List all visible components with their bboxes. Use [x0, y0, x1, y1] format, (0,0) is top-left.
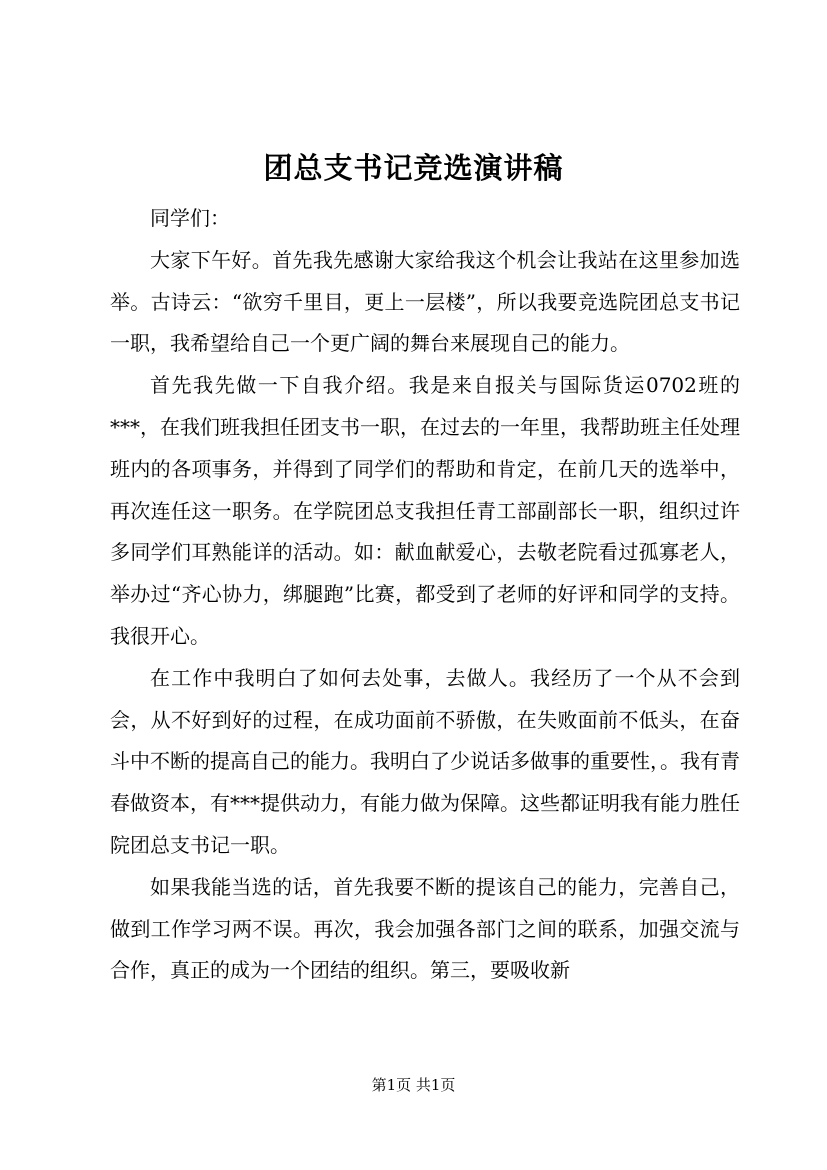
paragraph-1: 大家下午好。首先我先感谢大家给我这个机会让我站在这里参加选举。古诗云：“欲穷千里目，更上一层楼”，所以我要竞选院团总支书记一职，我希望给自己一个更广阔的舞台来展现自己的能力。 — [110, 247, 740, 356]
paragraph-2: 首先我先做一下自我介绍。我是来自报关与国际货运0702班的***，在我们班我担任团支书一职，在过去的一年里，我帮助班主任处理班内的各项事务，并得到了同学们的帮助和肯定，在前几天的选举中，再次连任这一职务。在学院团总支我担任青工部副部长一职，组织过许多同学们耳熟能详的活动。如：献血献爱心，去敬老院看过孤寡老人，举办过“齐心协力，绑腿跑”比赛，都受到了老师的好评和同学的支持。我很开心。 — [110, 373, 740, 648]
document-title: 团总支书记竞选演讲稿 — [263, 151, 564, 185]
document-body — [110, 198, 740, 992]
paragraph-4: 如果我能当选的话，首先我要不断的提该自己的能力，完善自己，做到工作学习两不误。再次，我会加强各部门之间的联系，加强交流与合作，真正的成为一个团结的组织。第三，要吸收新 — [110, 874, 740, 983]
greeting-line: 同学们： — [150, 206, 230, 230]
paragraph-3: 在工作中我明白了如何去处事，去做人。我经历了一个从不会到会，从不好到好的过程，在成功面前不骄傲，在失败面前不低头，在奋斗中不断的提高自己的能力。我明白了少说话多做事的重要性，。我有青春做资本，有***提供动力，有能力做为保障。这些都证明我有能力胜任院团总支书记一职。 — [110, 665, 740, 857]
page-footer: 第1页 共1页 — [371, 1076, 456, 1094]
